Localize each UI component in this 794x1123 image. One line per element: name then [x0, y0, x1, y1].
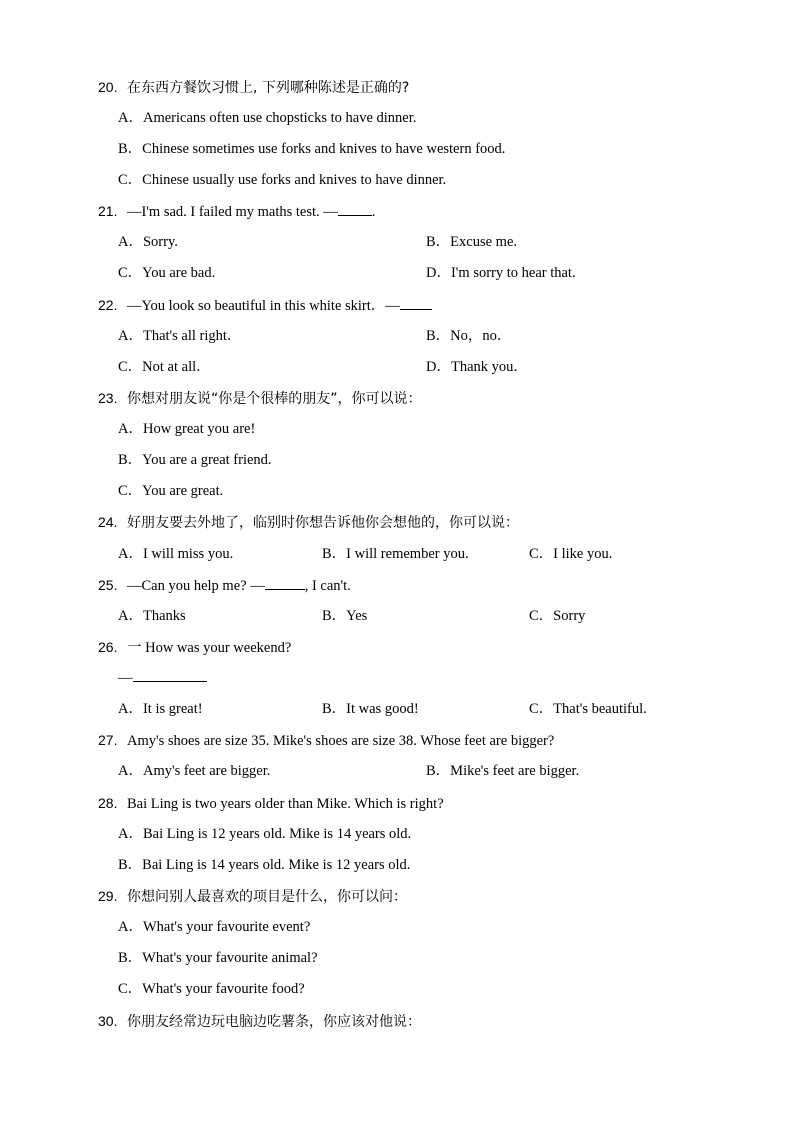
- option-a: A．Amy's feet are bigger.: [118, 763, 271, 779]
- option-b: B．I will remember you.: [322, 546, 469, 562]
- option-c: C．You are bad.: [118, 265, 216, 281]
- option-c: C．I like you.: [529, 546, 613, 562]
- question-number: 23.: [98, 390, 118, 406]
- option-c: C．Not at all．: [118, 359, 211, 375]
- option-b: B．It was good!: [322, 701, 419, 717]
- question-24: [98, 512, 519, 534]
- option-b: B．Mike's feet are bigger.: [426, 763, 580, 779]
- option-a: A．Sorry.: [118, 234, 178, 250]
- option-d: D．I'm sorry to hear that.: [426, 265, 576, 281]
- option-a: A．How great you are!: [118, 421, 256, 437]
- question-25: [98, 575, 351, 597]
- option-a: A．That's all right．: [118, 328, 242, 344]
- option-d: D．Thank you．: [426, 359, 528, 375]
- option-a: A．Thanks: [118, 608, 186, 624]
- question-number: 30.: [98, 1013, 118, 1029]
- answer-blank: [400, 295, 432, 310]
- answer-blank: [338, 201, 372, 216]
- question-number: 22.: [98, 297, 118, 313]
- question-21: 21. —I'm sad. I failed my maths test. — .: [98, 203, 376, 220]
- question-number: 29.: [98, 888, 118, 904]
- answer-line: [118, 667, 207, 689]
- question-text: 你想问别人最喜欢的项目是什么，你可以问：: [126, 889, 407, 905]
- question-number: 24.: [98, 514, 118, 530]
- question-number: 28.: [98, 795, 118, 811]
- option-c: C．Chinese usually use forks and knives to have dinner.: [118, 172, 447, 188]
- question-23: [98, 388, 421, 410]
- question-text-tail: , I can't.: [304, 578, 351, 594]
- question-20: [98, 77, 409, 99]
- option-c: C．You are great.: [118, 483, 224, 499]
- question-text: 一 How was your weekend?: [126, 640, 292, 656]
- option-c: C．Sorry: [529, 608, 586, 624]
- option-a: A．What's your favourite event?: [118, 919, 311, 935]
- option-a: A．It is great!: [118, 701, 203, 717]
- question-number: 21.: [98, 203, 118, 219]
- question-number: 20.: [98, 79, 118, 95]
- question-26: [98, 637, 291, 659]
- question-text: 你想对朋友说“你是个很棒的朋友”，你可以说：: [126, 391, 422, 407]
- option-b: B．Bai Ling is 14 years old. Mike is 12 years old.: [118, 857, 411, 873]
- option-b: B．Yes: [322, 608, 368, 624]
- option-b: B．What's your favourite animal?: [118, 950, 318, 966]
- question-text: —You look so beautiful in this white skirt．—: [126, 298, 400, 314]
- question-text: Amy's shoes are size 35. Mike's shoes are size 38. Whose feet are bigger?: [126, 733, 555, 749]
- option-c: C．What's your favourite food?: [118, 981, 305, 997]
- question-28: [98, 793, 444, 815]
- question-30: [98, 1011, 421, 1033]
- question-text: 在东西方餐饮习惯上, 下列哪种陈述是正确的?: [126, 80, 410, 96]
- question-text: 你朋友经常边玩电脑边吃薯条，你应该对他说：: [126, 1014, 421, 1030]
- question-29: [98, 886, 407, 908]
- option-b: B．Excuse me.: [426, 234, 518, 250]
- question-text: —I'm sad. I failed my maths test. —: [126, 204, 338, 220]
- answer-blank: [265, 575, 305, 590]
- option-b: B．You are a great friend.: [118, 452, 272, 468]
- question-text: Bai Ling is two years older than Mike. Which is right?: [126, 796, 444, 812]
- question-number: 26.: [98, 639, 118, 655]
- question-27: [98, 730, 554, 752]
- question-number: 25.: [98, 577, 118, 593]
- option-b: B．Chinese sometimes use forks and knives to have western food.: [118, 141, 506, 157]
- option-a: A．Americans often use chopsticks to have dinner.: [118, 110, 417, 126]
- option-a: A．Bai Ling is 12 years old. Mike is 14 years old.: [118, 826, 412, 842]
- question-text: —Can you help me? —: [126, 578, 265, 594]
- answer-dash: —: [118, 670, 133, 686]
- question-text: 好朋友要去外地了，临别时你想告诉他你会想他的，你可以说：: [126, 515, 519, 531]
- option-c: C．That's beautiful.: [529, 701, 647, 717]
- answer-blank: [133, 667, 207, 682]
- question-22: [98, 295, 432, 317]
- option-b: B．No，no．: [426, 328, 512, 344]
- question-number: 27.: [98, 732, 118, 748]
- option-a: A．I will miss you.: [118, 546, 234, 562]
